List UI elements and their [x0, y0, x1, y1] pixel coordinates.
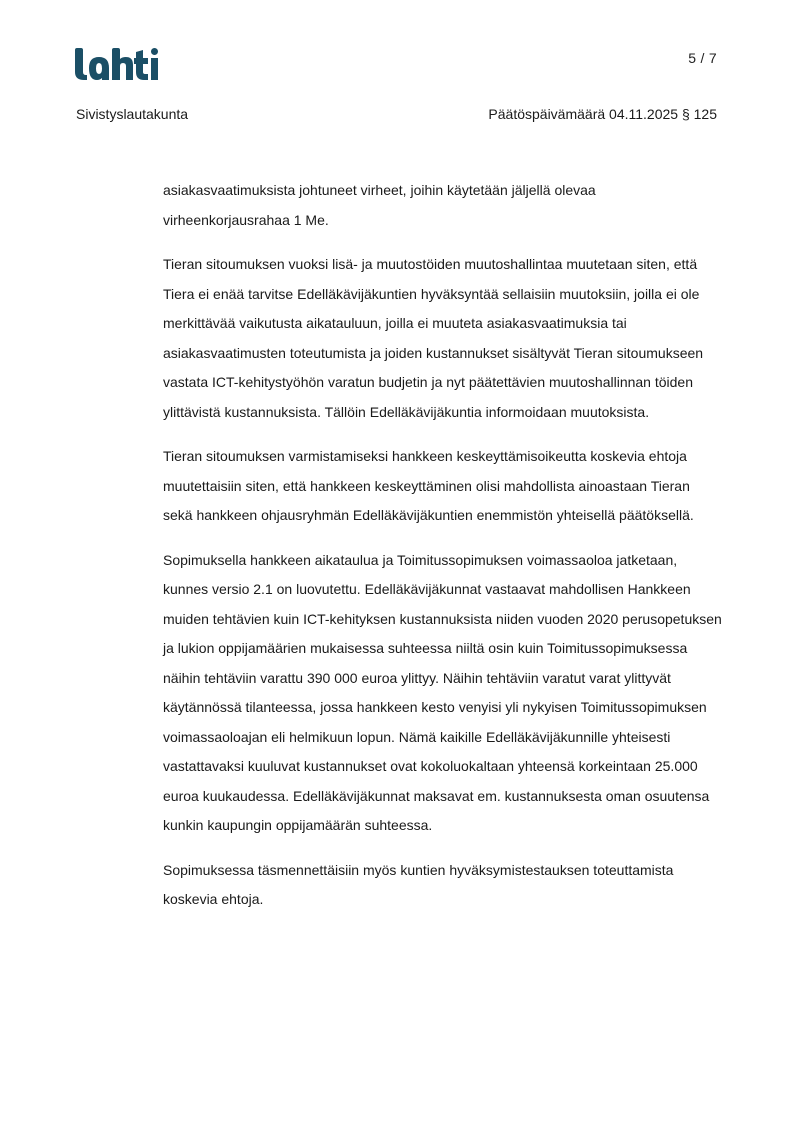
document-header — [76, 106, 717, 122]
decision-date: Päätöspäivämäärä 04.11.2025 § 125 — [488, 106, 717, 122]
document-body — [163, 176, 723, 930]
paragraph: Sopimuksessa täsmennettäisiin myös kuntien hyväksymistestauksen toteuttamista koskevia ehtoja. — [163, 861, 674, 907]
lahti-logo — [75, 44, 167, 84]
paragraph: asiakasvaatimuksista johtuneet virheet, joihin käytetään jäljellä olevaa virheenkorjausrahaa 1 Me. — [163, 182, 596, 228]
paragraph: Tieran sitoumuksen varmistamiseksi hankkeen keskeyttämisoikeutta koskevia ehtoja muutettaisiin siten, että hankkeen keskeyttäminen olisi mahdollista ainoastaan Tieran sekä hankkeen ohjausryhmän Edelläkävijäkuntien enemmistön yhteisellä päätöksellä. — [163, 448, 694, 523]
committee-name: Sivistyslautakunta — [76, 106, 189, 122]
paragraph: Tieran sitoumuksen vuoksi lisä- ja muutostöiden muutoshallintaa muutetaan siten, että Tiera ei enää tarvitse Edelläkävijäkuntien hyväksyntää sellaisiin muutoksiin, joilla ei ole merkittävää vaikutusta aikatauluun, joilla ei muuteta asiakasvaatimuksia tai asiakasvaatimusten toteutumista ja joiden kustannukset sisältyvät Tieran sitoumukseen vastata ICT-kehitystyöhön varatun budjetin ja nyt päätettävien muutoshallinnan töiden ylittävistä kustannuksista. Tällöin Edelläkävijäkuntia informoidaan muutoksista. — [163, 256, 704, 420]
paragraph: Sopimuksella hankkeen aikataulua ja Toimitussopimuksen voimassaoloa jatketaan, kunnes versio 2.1 on luovutettu. Edelläkävijäkunnat vastaavat mahdollisen Hankkeen muiden tehtävien kuin ICT-kehityksen kustannuksista niiden vuoden 2020 perusopetuksen ja lukion oppijamäärien mukaisessa suhteessa niiltä osin kuin Toimitussopimuksessa näihin tehtäviin varattu 390 000 euroa ylittyy. Näihin tehtäviin varatut varat ylittyvät käytännössä tilanteessa, jossa hankkeen kesto venyisi yli nykyisen Toimitussopimuksen voimassaoloajan eli helmikuun lopun. Nämä kaikille Edelläkävijäkunnille yhteisesti vastattavaksi kuuluvat kustannukset ovat kokoluokaltaan yhteensä korkeintaan 25.000 euroa kuukaudessa. Edelläkävijäkunnat maksavat em. kustannuksesta oman osuutensa kunkin kaupungin oppijamäärän suhteessa. — [163, 551, 722, 833]
page-number: 5 / 7 — [688, 50, 717, 66]
